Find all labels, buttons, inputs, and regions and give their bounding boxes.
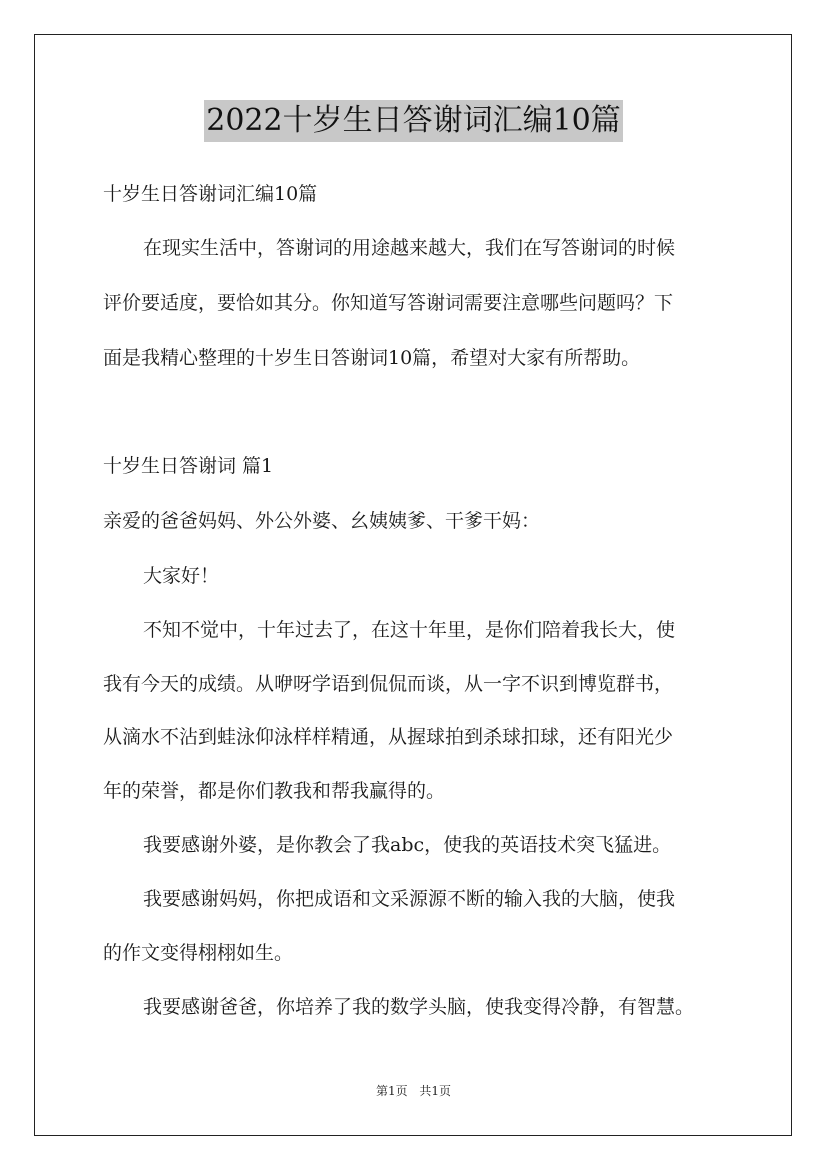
salutation: 亲爱的爸爸妈妈、外公外婆、幺姨姨爹、干爹干妈：: [103, 510, 541, 532]
page-number: 第1页: [375, 1084, 408, 1098]
title-container: [0, 100, 827, 142]
para3-line-1: 我要感谢妈妈，你把成语和文采源源不断的输入我的大脑，使我: [143, 888, 676, 910]
page-total: 共1页: [419, 1084, 452, 1098]
para2-line-1: 我要感谢外婆，是你教会了我abc，使我的英语技术突飞猛进。: [143, 834, 672, 856]
para1-line-4: 年的荣誉，都是你们教我和帮我赢得的。: [103, 780, 446, 802]
para3-line-2: 的作文变得栩栩如生。: [103, 942, 294, 964]
para1-line-2: 我有今天的成绩。从咿呀学语到侃侃而谈，从一字不识到博览群书，: [103, 673, 674, 695]
para1-line-1: 不知不觉中，十年过去了，在这十年里，是你们陪着我长大，使: [143, 619, 676, 641]
intro-line-1: 在现实生活中，答谢词的用途越来越大，我们在写答谢词的时候: [143, 237, 676, 259]
para4-line-1: 我要感谢爸爸，你培养了我的数学头脑，使我变得冷静，有智慧。: [143, 996, 695, 1018]
para1-line-3: 从滴水不沾到蛙泳仰泳样样精通，从握球拍到杀球扣球，还有阳光少: [103, 726, 674, 748]
intro-line-3: 面是我精心整理的十岁生日答谢词10篇，希望对大家有所帮助。: [103, 347, 641, 369]
document-title: 2022十岁生日答谢词汇编10篇: [204, 100, 623, 142]
document-subtitle: 十岁生日答谢词汇编10篇: [103, 183, 318, 205]
greeting: 大家好！: [143, 565, 220, 587]
intro-line-2: 评价要适度，要恰如其分。你知道写答谢词需要注意哪些问题吗？下: [103, 292, 674, 314]
section-heading: 十岁生日答谢词 篇1: [103, 455, 274, 477]
page-footer: [0, 1083, 827, 1099]
